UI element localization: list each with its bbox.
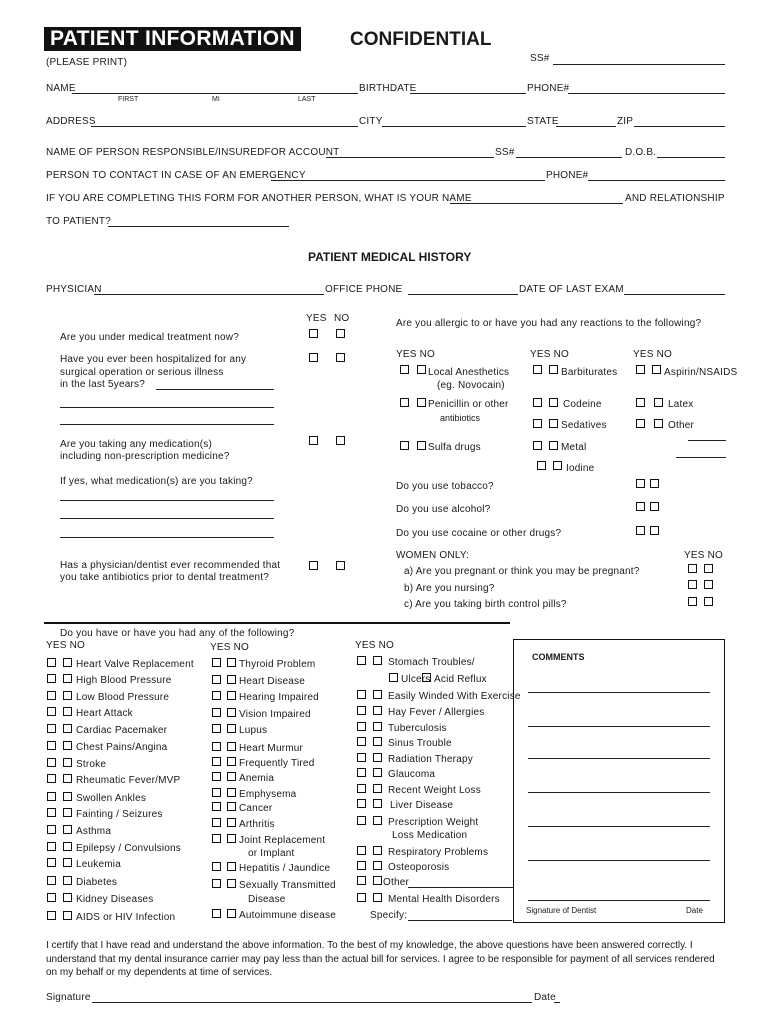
cond-tuberculosis-yes-checkbox[interactable] — [357, 722, 366, 731]
allergy-yes-no-3: YES NO — [633, 349, 672, 360]
cond-other-yes-checkbox[interactable] — [357, 876, 366, 885]
cond-heart-valve-replacement-no-checkbox[interactable] — [63, 658, 72, 667]
drugs-no-checkbox[interactable] — [650, 526, 659, 535]
cond-mental-health-disorders-label: Mental Health Disorders — [388, 894, 500, 905]
q-hospitalized-3: in the last 5years? — [60, 379, 145, 390]
cond-fainting-seizures-no-checkbox[interactable] — [63, 808, 72, 817]
date-label: Date — [534, 992, 556, 1003]
cond-leukemia-label: Leukemia — [76, 859, 121, 870]
cond-hay-fever-allergies-yes-checkbox[interactable] — [357, 706, 366, 715]
allergy-yes-no-2: YES NO — [530, 349, 569, 360]
other-allergy-yes-checkbox[interactable] — [636, 419, 645, 428]
comments-line-5[interactable] — [528, 826, 710, 827]
treatment-yes-checkbox[interactable] — [309, 329, 318, 338]
ss-label: SS# — [530, 53, 550, 64]
cond-arthritis-label: Arthritis — [239, 819, 275, 830]
cond-hepatitis-jaundice-label: Hepatitis / Jaundice — [239, 863, 331, 874]
cond-easily-winded-with-exercise-label: Easily Winded With Exercise — [388, 691, 521, 702]
yes-header: YES — [306, 313, 327, 324]
relationship-label: AND RELATIONSHIP — [625, 193, 725, 204]
cond-cardiac-pacemaker-yes-checkbox[interactable] — [47, 724, 56, 733]
cond-low-blood-pressure-label: Low Blood Pressure — [76, 692, 170, 703]
cond-asthma-no-checkbox[interactable] — [63, 825, 72, 834]
specify-field[interactable] — [408, 920, 512, 921]
latex-yes-checkbox[interactable] — [636, 398, 645, 407]
cond-sexually-transmitted-label: Sexually Transmitted — [239, 880, 336, 891]
cond-high-blood-pressure-no-checkbox[interactable] — [63, 674, 72, 683]
date-field[interactable] — [554, 1002, 560, 1003]
sedatives-yes-checkbox[interactable] — [533, 419, 542, 428]
cond-radiation-therapy-yes-checkbox[interactable] — [357, 753, 366, 762]
sulfa-yes-checkbox[interactable] — [400, 441, 409, 450]
aspirin-yes-checkbox[interactable] — [636, 365, 645, 374]
cond-epilepsy-convulsions-label: Epilepsy / Convulsions — [76, 843, 182, 854]
pregnant-yes-checkbox[interactable] — [688, 564, 697, 573]
codeine-no-checkbox[interactable] — [549, 398, 558, 407]
medical-history-title: PATIENT MEDICAL HISTORY — [308, 250, 472, 264]
cond-hay-fever-allergies-label: Hay Fever / Allergies — [388, 707, 485, 718]
cond-joint-replacement-label: Joint Replacement — [239, 835, 326, 846]
no-header: NO — [334, 313, 350, 324]
tobacco-yes-checkbox[interactable] — [636, 479, 645, 488]
cond-anemia-yes-checkbox[interactable] — [212, 772, 221, 781]
state-field[interactable] — [556, 126, 616, 127]
physician-field[interactable] — [94, 294, 324, 295]
physician-label: PHYSICIAN — [46, 284, 102, 295]
dentist-signature-label: Signature of Dentist — [526, 906, 597, 915]
sedatives-label: Sedatives — [561, 420, 607, 431]
allergy-question: Are you allergic to or have you had any reactions to the following? — [396, 318, 702, 329]
cond-ulcers-checkbox[interactable] — [389, 673, 398, 682]
comments-title: COMMENTS — [532, 652, 585, 662]
cond-specify-label: Specify: — [370, 910, 408, 921]
other-allergy-no-checkbox[interactable] — [654, 419, 663, 428]
cond-loss-medication-label: Loss Medication — [392, 830, 468, 841]
cond-stomach-troubles-label: Stomach Troubles/ — [388, 657, 475, 668]
cond-anemia-label: Anemia — [239, 773, 275, 784]
hospitalized-yes-checkbox[interactable] — [309, 353, 318, 362]
cond-joint-replacement-yes-checkbox[interactable] — [212, 834, 221, 843]
phone-label: PHONE# — [527, 83, 570, 94]
cond-diabetes-no-checkbox[interactable] — [63, 876, 72, 885]
q-medication-1: Are you taking any medication(s) — [60, 439, 213, 450]
drugs-question: Do you use cocaine or other drugs? — [396, 528, 562, 539]
middle-initial-caption: MI — [212, 96, 220, 103]
codeine-label: Codeine — [563, 399, 602, 410]
cond-prescription-weight-label: Prescription Weight — [388, 817, 479, 828]
barbiturates-no-checkbox[interactable] — [549, 365, 558, 374]
cond-heart-attack-label: Heart Attack — [76, 708, 133, 719]
cond-low-blood-pressure-yes-checkbox[interactable] — [47, 691, 56, 700]
responsible-ss-label: SS# — [495, 147, 515, 158]
signature-label: Signature — [46, 992, 91, 1003]
confidential-label: CONFIDENTIAL — [350, 29, 492, 50]
tobacco-question: Do you use tobacco? — [396, 481, 494, 492]
cond-prescription-weight-no-checkbox[interactable] — [373, 816, 382, 825]
medication-no-checkbox[interactable] — [336, 436, 345, 445]
cond-asthma-label: Asthma — [76, 826, 112, 837]
nursing-yes-checkbox[interactable] — [688, 580, 697, 589]
dob-label: D.O.B. — [625, 147, 657, 158]
cond-thyroid-problem-label: Thyroid Problem — [239, 659, 316, 670]
cond-recent-weight-loss-label: Recent Weight Loss — [388, 785, 481, 796]
cond-hearing-impaired-yes-checkbox[interactable] — [212, 691, 221, 700]
cond-vision-impaired-yes-checkbox[interactable] — [212, 708, 221, 717]
cond-frequently-tired-yes-checkbox[interactable] — [212, 757, 221, 766]
sulfa-label: Sulfa drugs — [428, 442, 481, 453]
hospitalized-field[interactable] — [156, 389, 274, 390]
cond-ulcers-label: Ulcers — [401, 674, 431, 685]
another-person-field[interactable] — [450, 203, 623, 204]
zip-label: ZIP — [617, 116, 634, 127]
cond-leukemia-yes-checkbox[interactable] — [47, 858, 56, 867]
certification-text: I certify that I have read and understand the above information. To the best of my knowledge, the above questions have been answered correctly. I understand that my dental insurance carrier may pay less than the actual bill for services. I agree to be responsible for payment of all services rendered on my behalf or my dependents at time of services. — [46, 940, 715, 978]
cond-tuberculosis-label: Tuberculosis — [388, 723, 447, 734]
col1-yes-no-header: YES NO — [46, 640, 85, 651]
cond-tuberculosis-no-checkbox[interactable] — [373, 722, 382, 731]
cond-fainting-seizures-yes-checkbox[interactable] — [47, 808, 56, 817]
penicillin-no-checkbox[interactable] — [417, 398, 426, 407]
cond-autoimmune-disease-yes-checkbox[interactable] — [212, 909, 221, 918]
cond-acid-reflux-label: Acid Reflux — [434, 674, 487, 685]
cond-glaucoma-label: Glaucoma — [388, 769, 436, 780]
cond-heart-valve-replacement-yes-checkbox[interactable] — [47, 658, 56, 667]
cond-hearing-impaired-no-checkbox[interactable] — [227, 691, 236, 700]
cond-sexually-transmitted-no-checkbox[interactable] — [227, 879, 236, 888]
cond-high-blood-pressure-label: High Blood Pressure — [76, 675, 172, 686]
cond-osteoporosis-label: Osteoporosis — [388, 862, 450, 873]
women-yes-no-header: YES NO — [684, 550, 723, 561]
comments-line-4[interactable] — [528, 792, 710, 793]
cond-osteoporosis-yes-checkbox[interactable] — [357, 861, 366, 870]
alcohol-no-checkbox[interactable] — [650, 502, 659, 511]
other-allergy-field-2[interactable] — [676, 457, 726, 458]
birth-control-yes-checkbox[interactable] — [688, 597, 697, 606]
relationship-field[interactable] — [108, 226, 289, 227]
emergency-phone-field[interactable] — [588, 180, 725, 181]
cond-swollen-ankles-yes-checkbox[interactable] — [47, 792, 56, 801]
cond-asthma-yes-checkbox[interactable] — [47, 825, 56, 834]
iodine-yes-checkbox[interactable] — [537, 461, 546, 470]
local-anes-no-checkbox[interactable] — [417, 365, 426, 374]
office-phone-field[interactable] — [408, 294, 518, 295]
cond-swollen-ankles-label: Swollen Ankles — [76, 793, 147, 804]
conditions-intro: Do you have or have you had any of the following? — [60, 628, 295, 639]
cond-recent-weight-loss-yes-checkbox[interactable] — [357, 784, 366, 793]
cond-arthritis-no-checkbox[interactable] — [227, 818, 236, 827]
cond-glaucoma-no-checkbox[interactable] — [373, 768, 382, 777]
form-title: PATIENT INFORMATION — [44, 27, 301, 51]
comments-line-3[interactable] — [528, 758, 710, 759]
comments-line-1[interactable] — [528, 692, 710, 693]
cond-acid-reflux-checkbox[interactable] — [422, 673, 431, 682]
cond-emphysema-yes-checkbox[interactable] — [212, 788, 221, 797]
cond-cancer-label: Cancer — [239, 803, 273, 814]
cond-other-label: Other — [383, 877, 410, 888]
city-label: CITY — [359, 116, 383, 127]
cond-cardiac-pacemaker-label: Cardiac Pacemaker — [76, 725, 168, 736]
cond-high-blood-pressure-yes-checkbox[interactable] — [47, 674, 56, 683]
alcohol-question: Do you use alcohol? — [396, 504, 491, 515]
cond-cardiac-pacemaker-no-checkbox[interactable] — [63, 724, 72, 733]
city-field[interactable] — [382, 126, 526, 127]
medication-field-3[interactable] — [60, 537, 274, 538]
to-patient-label: TO PATIENT? — [46, 216, 111, 227]
responsible-field[interactable] — [326, 157, 494, 158]
q-antibiotics-2: you take antibiotics prior to dental treatment? — [60, 572, 269, 583]
allergy-yes-no-1: YES NO — [396, 349, 435, 360]
cond-or-implant-label: or Implant — [248, 848, 295, 859]
last-exam-label: DATE OF LAST EXAM — [519, 284, 624, 295]
metal-no-checkbox[interactable] — [549, 441, 558, 450]
treatment-no-checkbox[interactable] — [336, 329, 345, 338]
aspirin-label: Aspirin/NSAIDS — [664, 367, 738, 378]
last-exam-field[interactable] — [624, 294, 725, 295]
q-medical-treatment: Are you under medical treatment now? — [60, 332, 239, 343]
pregnant-question: a) Are you pregnant or think you may be pregnant? — [404, 566, 640, 577]
signature-field[interactable] — [92, 1002, 532, 1003]
cond-thyroid-problem-yes-checkbox[interactable] — [212, 658, 221, 667]
q-medication-3: If yes, what medication(s) are you taking? — [60, 476, 253, 487]
cond-aids-or-hiv-infection-label: AIDS or HIV Infection — [76, 912, 176, 923]
cond-rheumatic-fever-mvp-no-checkbox[interactable] — [63, 774, 72, 783]
cond-heart-murmur-label: Heart Murmur — [239, 743, 304, 754]
cond-stomach-troubles-no-checkbox[interactable] — [373, 656, 382, 665]
cond-radiation-therapy-label: Radiation Therapy — [388, 754, 473, 765]
cond-sexually-transmitted-yes-checkbox[interactable] — [212, 879, 221, 888]
latex-no-checkbox[interactable] — [654, 398, 663, 407]
cond-stroke-no-checkbox[interactable] — [63, 758, 72, 767]
other-condition-field[interactable] — [408, 887, 514, 888]
women-only-label: WOMEN ONLY: — [396, 550, 470, 561]
col2-yes-no-header: YES NO — [210, 642, 249, 653]
phone-field[interactable] — [568, 93, 725, 94]
birth-control-no-checkbox[interactable] — [704, 597, 713, 606]
address-field[interactable] — [91, 126, 358, 127]
comments-box — [513, 639, 725, 923]
penicillin-label: Penicillin or other — [428, 399, 509, 410]
birth-control-question: c) Are you taking birth control pills? — [404, 599, 567, 610]
penicillin-yes-checkbox[interactable] — [400, 398, 409, 407]
cond-vision-impaired-label: Vision Impaired — [239, 709, 311, 720]
cond-aids-or-hiv-infection-no-checkbox[interactable] — [63, 911, 72, 920]
cond-heart-disease-no-checkbox[interactable] — [227, 675, 236, 684]
cond-disease-label: Disease — [248, 894, 286, 905]
cond-diabetes-label: Diabetes — [76, 877, 118, 888]
cond-hearing-impaired-label: Hearing Impaired — [239, 692, 319, 703]
other-allergy-field-1[interactable] — [688, 440, 726, 441]
address-label: ADDRESS — [46, 116, 96, 127]
cond-hepatitis-jaundice-yes-checkbox[interactable] — [212, 862, 221, 871]
alcohol-yes-checkbox[interactable] — [636, 502, 645, 511]
cond-heart-attack-no-checkbox[interactable] — [63, 707, 72, 716]
cond-heart-disease-yes-checkbox[interactable] — [212, 675, 221, 684]
cond-heart-disease-label: Heart Disease — [239, 676, 305, 687]
cond-easily-winded-with-exercise-yes-checkbox[interactable] — [357, 690, 366, 699]
cond-glaucoma-yes-checkbox[interactable] — [357, 768, 366, 777]
codeine-yes-checkbox[interactable] — [533, 398, 542, 407]
antibiotics-yes-checkbox[interactable] — [309, 561, 318, 570]
cond-heart-attack-yes-checkbox[interactable] — [47, 707, 56, 716]
barbiturates-label: Barbiturates — [561, 367, 618, 378]
antibiotics-label: antibiotics — [440, 413, 481, 423]
medication-yes-checkbox[interactable] — [309, 436, 318, 445]
nursing-question: b) Are you nursing? — [404, 583, 495, 594]
cond-sinus-trouble-no-checkbox[interactable] — [373, 737, 382, 746]
cond-stroke-label: Stroke — [76, 759, 107, 770]
cond-easily-winded-with-exercise-no-checkbox[interactable] — [373, 690, 382, 699]
cond-low-blood-pressure-no-checkbox[interactable] — [63, 691, 72, 700]
emergency-field[interactable] — [271, 180, 545, 181]
cond-sinus-trouble-yes-checkbox[interactable] — [357, 737, 366, 746]
cond-recent-weight-loss-no-checkbox[interactable] — [373, 784, 382, 793]
cond-emphysema-label: Emphysema — [239, 789, 297, 800]
iodine-label: Iodine — [566, 463, 595, 474]
cond-osteoporosis-no-checkbox[interactable] — [373, 861, 382, 870]
cond-thyroid-problem-no-checkbox[interactable] — [227, 658, 236, 667]
cond-heart-valve-replacement-label: Heart Valve Replacement — [76, 659, 194, 670]
cond-cancer-yes-checkbox[interactable] — [212, 802, 221, 811]
antibiotics-no-checkbox[interactable] — [336, 561, 345, 570]
cond-hepatitis-jaundice-no-checkbox[interactable] — [227, 862, 236, 871]
local-anes-yes-checkbox[interactable] — [400, 365, 409, 374]
sedatives-no-checkbox[interactable] — [549, 419, 558, 428]
state-label: STATE — [527, 116, 559, 127]
cond-respiratory-problems-yes-checkbox[interactable] — [357, 846, 366, 855]
cond-prescription-weight-yes-checkbox[interactable] — [357, 816, 366, 825]
dentist-signature-line[interactable] — [528, 900, 710, 901]
hospitalized-field-3[interactable] — [60, 424, 274, 425]
please-print-note: (PLEASE PRINT) — [46, 57, 128, 68]
ss-field[interactable] — [553, 64, 725, 65]
drugs-yes-checkbox[interactable] — [636, 526, 645, 535]
name-field[interactable] — [72, 93, 358, 94]
tobacco-no-checkbox[interactable] — [650, 479, 659, 488]
medication-field-1[interactable] — [60, 500, 274, 501]
metal-label: Metal — [561, 442, 587, 453]
cond-liver-disease-no-checkbox[interactable] — [373, 799, 382, 808]
barbiturates-yes-checkbox[interactable] — [533, 365, 542, 374]
cond-mental-health-disorders-no-checkbox[interactable] — [373, 893, 382, 902]
dentist-date-label: Date — [686, 906, 703, 915]
sulfa-no-checkbox[interactable] — [417, 441, 426, 450]
cond-epilepsy-convulsions-yes-checkbox[interactable] — [47, 842, 56, 851]
iodine-no-checkbox[interactable] — [553, 461, 562, 470]
cond-leukemia-no-checkbox[interactable] — [63, 858, 72, 867]
comments-line-6[interactable] — [528, 860, 710, 861]
cond-lupus-label: Lupus — [239, 725, 268, 736]
metal-yes-checkbox[interactable] — [533, 441, 542, 450]
birthdate-label: BIRTHDATE — [359, 83, 417, 94]
medication-field-2[interactable] — [60, 518, 274, 519]
hospitalized-field-2[interactable] — [60, 407, 274, 408]
cond-autoimmune-disease-label: Autoimmune disease — [239, 910, 336, 921]
dob-field[interactable] — [657, 157, 725, 158]
pregnant-no-checkbox[interactable] — [704, 564, 713, 573]
q-hospitalized-2: surgical operation or serious illness — [60, 367, 224, 378]
cond-rheumatic-fever-mvp-label: Rheumatic Fever/MVP — [76, 775, 181, 786]
responsible-ss-field[interactable] — [516, 157, 622, 158]
cond-joint-replacement-no-checkbox[interactable] — [227, 834, 236, 843]
cond-emphysema-no-checkbox[interactable] — [227, 788, 236, 797]
responsible-label: NAME OF PERSON RESPONSIBLE/INSUREDFOR ACCOUNT — [46, 147, 340, 158]
aspirin-no-checkbox[interactable] — [652, 365, 661, 374]
q-medication-2: including non-prescription medicine? — [60, 451, 230, 462]
cond-hay-fever-allergies-no-checkbox[interactable] — [373, 706, 382, 715]
local-anesthetics-label: Local Anesthetics — [428, 367, 510, 378]
nursing-no-checkbox[interactable] — [704, 580, 713, 589]
hospitalized-no-checkbox[interactable] — [336, 353, 345, 362]
another-person-label: IF YOU ARE COMPLETING THIS FORM FOR ANOTHER PERSON, WHAT IS YOUR NAME — [46, 193, 472, 204]
cond-fainting-seizures-label: Fainting / Seizures — [76, 809, 163, 820]
cond-radiation-therapy-no-checkbox[interactable] — [373, 753, 382, 762]
q-antibiotics-1: Has a physician/dentist ever recommended that — [60, 560, 281, 571]
other-allergy-label: Other — [668, 420, 695, 431]
cond-aids-or-hiv-infection-yes-checkbox[interactable] — [47, 911, 56, 920]
cond-vision-impaired-no-checkbox[interactable] — [227, 708, 236, 717]
cond-heart-murmur-yes-checkbox[interactable] — [212, 742, 221, 751]
cond-heart-murmur-no-checkbox[interactable] — [227, 742, 236, 751]
cond-chest-pains-angina-no-checkbox[interactable] — [63, 741, 72, 750]
cond-liver-disease-label: Liver Disease — [390, 800, 454, 811]
cond-arthritis-yes-checkbox[interactable] — [212, 818, 221, 827]
cond-other-no-checkbox[interactable] — [373, 876, 382, 885]
cond-respiratory-problems-label: Respiratory Problems — [388, 847, 489, 858]
last-name-caption: LAST — [298, 96, 316, 103]
cond-chest-pains-angina-label: Chest Pains/Angina — [76, 742, 168, 753]
cond-stomach-troubles-yes-checkbox[interactable] — [357, 656, 366, 665]
cond-swollen-ankles-no-checkbox[interactable] — [63, 792, 72, 801]
cond-kidney-diseases-yes-checkbox[interactable] — [47, 893, 56, 902]
cond-kidney-diseases-no-checkbox[interactable] — [63, 893, 72, 902]
zip-field[interactable] — [634, 126, 725, 127]
birthdate-field[interactable] — [410, 93, 526, 94]
cond-diabetes-yes-checkbox[interactable] — [47, 876, 56, 885]
cond-liver-disease-yes-checkbox[interactable] — [357, 799, 366, 808]
cond-lupus-yes-checkbox[interactable] — [212, 724, 221, 733]
cond-anemia-no-checkbox[interactable] — [227, 772, 236, 781]
conditions-divider — [44, 622, 510, 624]
cond-mental-health-disorders-yes-checkbox[interactable] — [357, 893, 366, 902]
name-label: NAME — [46, 83, 76, 94]
cond-autoimmune-disease-no-checkbox[interactable] — [227, 909, 236, 918]
q-hospitalized-1: Have you ever been hospitalized for any — [60, 354, 247, 365]
cond-epilepsy-convulsions-no-checkbox[interactable] — [63, 842, 72, 851]
cond-rheumatic-fever-mvp-yes-checkbox[interactable] — [47, 774, 56, 783]
col3-yes-no-header: YES NO — [355, 640, 394, 651]
cond-kidney-diseases-label: Kidney Diseases — [76, 894, 154, 905]
cond-stroke-yes-checkbox[interactable] — [47, 758, 56, 767]
office-phone-label: OFFICE PHONE — [325, 284, 403, 295]
emergency-label: PERSON TO CONTACT IN CASE OF AN EMERGENCY — [46, 170, 306, 181]
cond-sinus-trouble-label: Sinus Trouble — [388, 738, 452, 749]
cond-lupus-no-checkbox[interactable] — [227, 724, 236, 733]
novocain-label: (eg. Novocain) — [437, 380, 505, 391]
cond-frequently-tired-no-checkbox[interactable] — [227, 757, 236, 766]
emergency-phone-label: PHONE# — [546, 170, 589, 181]
cond-respiratory-problems-no-checkbox[interactable] — [373, 846, 382, 855]
first-name-caption: FIRST — [118, 96, 139, 103]
latex-label: Latex — [668, 399, 694, 410]
cond-frequently-tired-label: Frequently Tired — [239, 758, 315, 769]
cond-chest-pains-angina-yes-checkbox[interactable] — [47, 741, 56, 750]
comments-line-2[interactable] — [528, 726, 710, 727]
cond-cancer-no-checkbox[interactable] — [227, 802, 236, 811]
